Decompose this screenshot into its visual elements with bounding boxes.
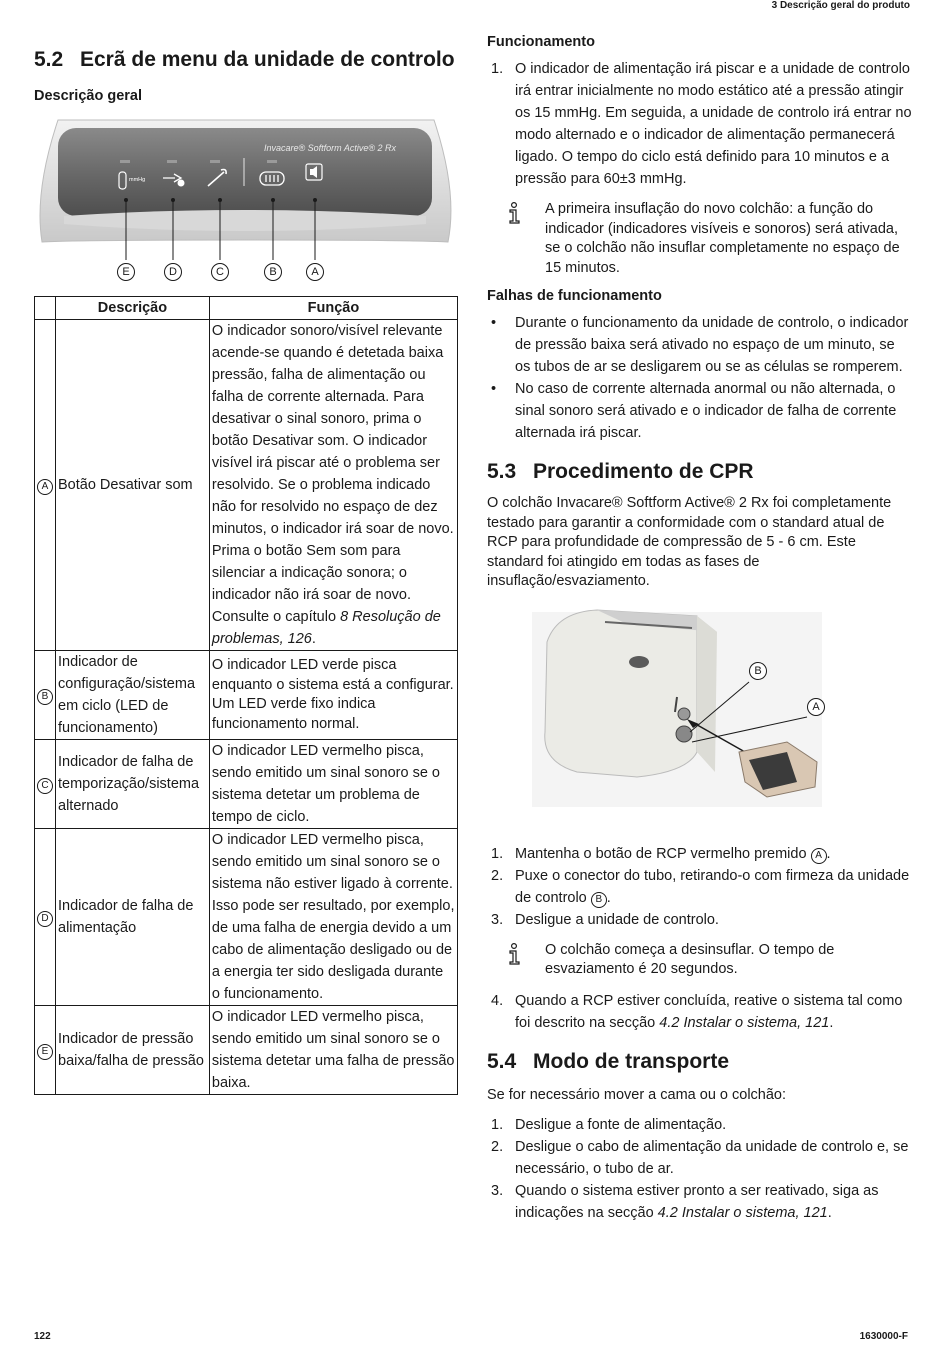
list-number: 4. <box>491 992 504 1009</box>
table-header-row <box>35 297 458 320</box>
section-title: Modo de transporte <box>533 1049 730 1073</box>
info-note <box>487 941 912 980</box>
bullet-marker: • <box>491 381 497 397</box>
row-letter: A <box>37 479 53 495</box>
list-text: Desligue a unidade de controlo. <box>515 911 719 928</box>
row-letter-cell <box>35 651 56 740</box>
section-heading-5-3 <box>487 460 912 484</box>
heading-falhas: Falhas de funcionamento <box>487 288 662 304</box>
section-number: 5.2 <box>34 48 64 71</box>
transport-intro: Se for necessário mover a cama ou o colchão: <box>487 1086 787 1103</box>
list-item <box>487 1114 912 1136</box>
mmhg-label: mmHg <box>129 177 146 183</box>
list-number: 2. <box>491 867 504 884</box>
page-number: 122 <box>34 1331 51 1342</box>
callout-c: C <box>211 263 229 281</box>
indicator-table <box>34 296 458 1095</box>
list-item <box>487 58 912 190</box>
bullet-item <box>487 378 912 444</box>
ref-letter: A <box>811 848 827 864</box>
list-item <box>487 990 912 1034</box>
subheading-overview: Descrição geral <box>34 88 143 104</box>
callout-e: E <box>117 263 135 281</box>
cross-reference-link[interactable]: 4.2 Instalar o sistema, 121 <box>659 1014 830 1031</box>
function-text: O indicador LED verde pisca enquanto o sistema está a configurar. <box>211 657 454 693</box>
list-text-end: . <box>829 1014 834 1031</box>
ref-letter: B <box>591 892 607 908</box>
note-text: O colchão começa a desinsuflar. O tempo de esvaziamento é 20 segundos. <box>545 941 835 977</box>
table-row <box>35 320 458 651</box>
callout-d: D <box>164 263 182 281</box>
row-letter-cell <box>35 320 56 651</box>
note-text: A primeira insuflação do novo colchão: a função do indicador (indicadores visíveis e sonoros) será ativada, se o colchão não insuflar completamente no espaço de 15 minutos. <box>545 201 900 276</box>
list-text: Mantenha o botão de RCP vermelho premido <box>515 845 811 862</box>
row-letter: B <box>37 689 53 705</box>
bullet-item <box>487 312 912 378</box>
callout-b: B <box>264 263 282 281</box>
list-number: 1. <box>491 1116 504 1133</box>
section-title: Ecrã de menu da unidade de controlo <box>80 48 455 71</box>
photo-callout-b: B <box>749 662 767 680</box>
row-description: Indicador de configuração/sistema em ciclo (LED de funcionamento) <box>56 651 210 740</box>
list-item <box>487 1180 912 1224</box>
table-header-description: Descrição <box>56 297 210 320</box>
row-letter-cell <box>35 829 56 1006</box>
right-column <box>487 34 912 1224</box>
list-text-end: . <box>826 845 831 862</box>
row-letter: D <box>37 911 53 927</box>
table-header-function: Função <box>209 297 457 320</box>
row-description: Indicador de pressão baixa/falha de pressão <box>56 1006 210 1095</box>
control-panel-illustration <box>34 112 458 287</box>
function-text-end: . <box>311 631 316 647</box>
function-text: O indicador sonoro/visível relevante acende-se quando é detetada baixa pressão, falha de alimentação ou falha de corrente alternada. Para desativar o sinal sonoro, prima o botão Desativar som. O indicador visível irá piscar até o problema ser resolvido. Se o problema indicado não for resolvido no espaço de dez minutos, o indicador irá soar de novo. Prima o botão Sem som para silenciar a indicação sonora; o indicador não irá soar de novo. Consulte o capítulo <box>211 323 454 625</box>
photo-callout-a: A <box>807 698 825 716</box>
list-text: Desligue o cabo de alimentação da unidade de controlo e, se necessário, o tubo de ar. <box>515 1138 909 1177</box>
row-description: Indicador de falha de temporização/sistema alternado <box>56 740 210 829</box>
row-description: Botão Desativar som <box>56 320 210 651</box>
list-number: 1. <box>491 845 504 862</box>
list-item <box>487 865 912 909</box>
panel-brand-text: Invacare® Softform Active® 2 Rx <box>264 143 396 153</box>
section-heading-5-2 <box>34 48 455 72</box>
list-number: 3. <box>491 911 504 928</box>
list-number: 3. <box>491 1182 504 1199</box>
section-number: 5.4 <box>487 1049 517 1073</box>
list-text: Desligue a fonte de alimentação. <box>515 1116 727 1133</box>
info-icon <box>507 943 521 965</box>
running-header: 3 Descrição geral do produto <box>771 0 910 11</box>
list-text-end: . <box>606 889 611 906</box>
list-text: O indicador de alimentação irá piscar e a unidade de controlo irá entrar inicialmente no modo estático até a pressão atingir os 15 mmHg. Em seguida, a unidade de controlo irá entrar no modo alternado e o indicador de alimentação permanecerá ligado. O tempo do ciclo está definido para 10 minutos e a pressão para 60±3 mmHg. <box>515 61 912 187</box>
list-text-end: . <box>827 1204 832 1221</box>
table-row <box>35 740 458 829</box>
info-note <box>487 200 912 278</box>
row-description: Indicador de falha de alimentação <box>56 829 210 1006</box>
list-number: 1. <box>491 61 504 77</box>
list-text: Quando a RCP estiver concluída, reative o sistema tal como foi descrito na secção <box>515 992 903 1031</box>
cross-reference-link[interactable]: 8 Resolução de problemas, 126 <box>211 609 441 647</box>
bullet-text: No caso de corrente alternada anormal ou não alternada, o sinal sonoro será ativado e o indicador de falha de corrente alternada irá piscar. <box>515 381 897 441</box>
section-number: 5.3 <box>487 460 517 483</box>
list-item <box>487 909 912 931</box>
function-text-2: Um LED verde fixo indica funcionamento normal. <box>211 696 376 732</box>
cross-reference-link[interactable]: 4.2 Instalar o sistema, 121 <box>657 1204 828 1221</box>
list-item <box>487 843 912 865</box>
row-function <box>209 320 457 651</box>
bullet-marker: • <box>491 315 497 331</box>
table-row <box>35 829 458 1006</box>
table-header-blank <box>35 297 56 320</box>
row-letter: C <box>37 778 53 794</box>
cpr-photo <box>487 602 912 837</box>
row-function <box>209 651 457 740</box>
bullet-text: Durante o funcionamento da unidade de controlo, o indicador de pressão baixa será ativado no espaço de um minuto, se os tubos de ar se desligarem ou se as células se romperem. <box>515 315 909 375</box>
info-icon <box>507 202 521 224</box>
row-function: O indicador LED vermelho pisca, sendo emitido um sinal sonoro se o sistema detetar uma falha de pressão baixa. <box>209 1006 457 1095</box>
row-function: O indicador LED vermelho pisca, sendo emitido um sinal sonoro se o sistema não estiver ligado à corrente. Isso pode ser resultado, por exemplo, de uma falha de energia devido a um cabo de alimentação desligado ou de a energia ter sido desligada durante o funcionamento. <box>209 829 457 1006</box>
list-item <box>487 1136 912 1180</box>
row-letter-cell <box>35 740 56 829</box>
row-function: O indicador LED vermelho pisca, sendo emitido um sinal sonoro se o sistema detetar um problema de tempo de ciclo. <box>209 740 457 829</box>
section-title: Procedimento de CPR <box>533 460 754 483</box>
document-code: 1630000-F <box>859 1331 908 1342</box>
table-row <box>35 651 458 740</box>
table-row <box>35 1006 458 1095</box>
cpr-intro: O colchão Invacare® Softform Active® 2 Rx foi completamente testado para garantir a conformidade com o standard atual de RCP para profundidade de compressão de 5 - 6 cm. Este standard foi atingido em todas as fases de insuflação/esvaziamento. <box>487 495 892 589</box>
heading-funcionamento: Funcionamento <box>487 34 595 50</box>
list-text: Puxe o conector do tubo, retirando-o com firmeza da unidade de controlo <box>515 867 910 906</box>
section-heading-5-4 <box>487 1050 912 1074</box>
list-text: Quando o sistema estiver pronto a ser reativado, siga as indicações na secção <box>515 1182 879 1221</box>
row-letter: E <box>37 1044 53 1060</box>
callout-a: A <box>306 263 324 281</box>
list-number: 2. <box>491 1138 504 1155</box>
row-letter-cell <box>35 1006 56 1095</box>
